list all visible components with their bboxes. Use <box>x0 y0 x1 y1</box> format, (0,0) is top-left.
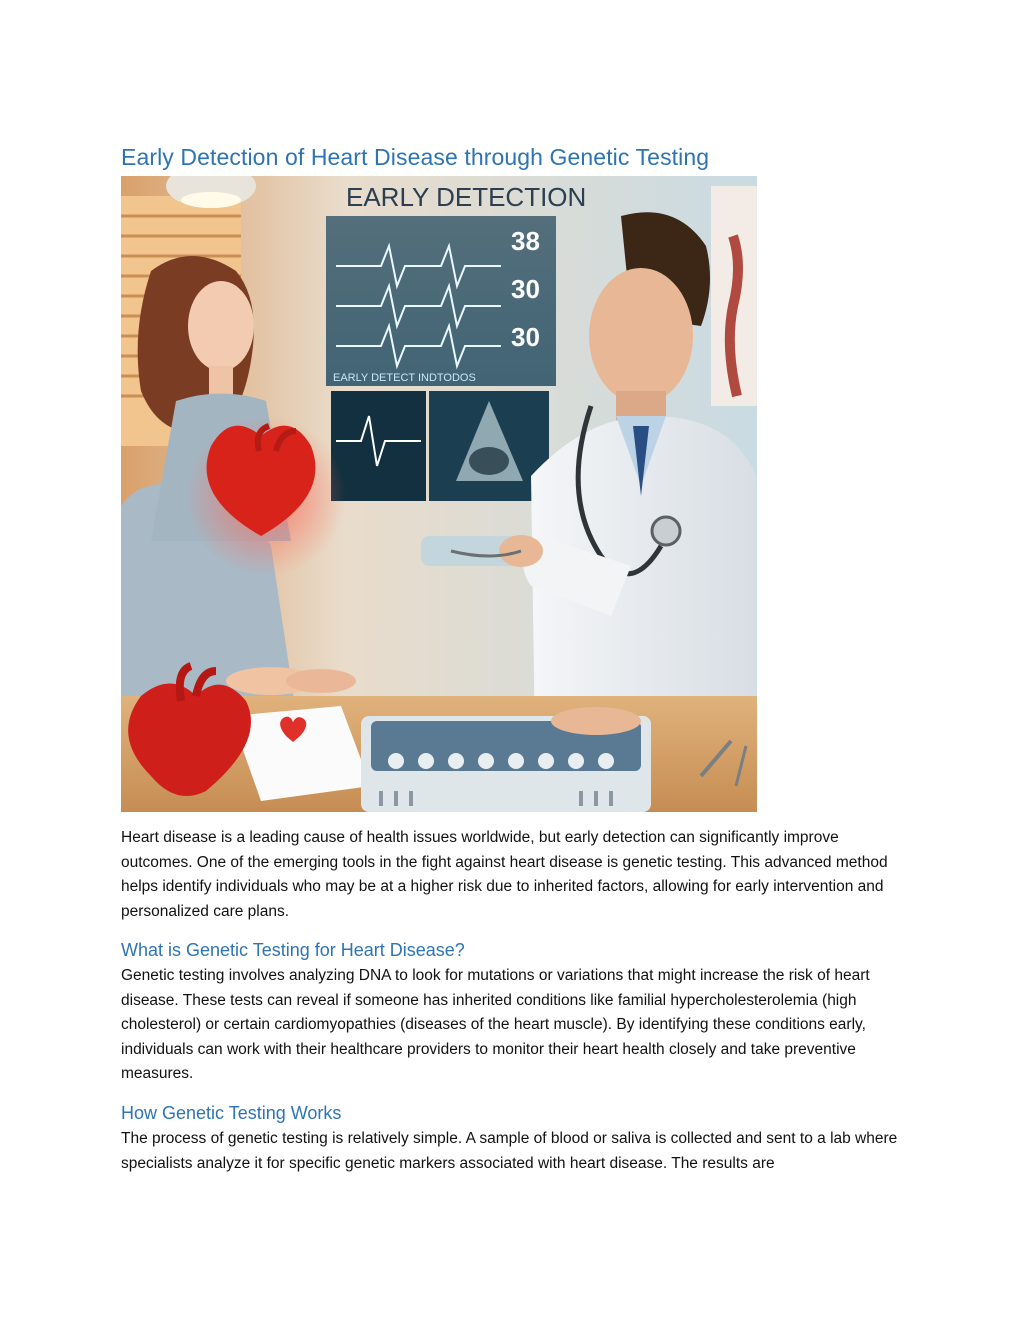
section-body-what-is: Genetic testing involves analyzing DNA to look for mutations or variations that might increase the risk of heart disease. These tests can reveal if someone has inherited conditions like familial hypercholesterolemia (high cholesterol) or certain cardiomyopathies (diseases of the heart muscle). By identifying these conditions early, individuals can work with their healthcare providers to monitor their heart health closely and take preventive measures. <box>121 967 870 1083</box>
hero-illustration <box>121 176 757 812</box>
section-body-how-it-works: The process of genetic testing is relatively simple. A sample of blood or saliva is collected and sent to a lab where specialists analyze it for specific genetic markers associated with heart disease. The results are <box>121 1130 898 1172</box>
intro-paragraph: Heart disease is a leading cause of health issues worldwide, but early detection can significantly improve outcomes. One of the emerging tools in the fight against heart disease is genetic testing. This advanced method helps identify individuals who may be at a higher risk due to inherited factors, allowing for early intervention and personalized care plans. <box>121 829 888 920</box>
screen-heading: EARLY DETECTION <box>346 182 587 212</box>
screen-subtext: EARLY DETECT INDTODOS <box>333 372 476 384</box>
screen-value-3: 30 <box>511 322 540 352</box>
document-title: Early Detection of Heart Disease through Genetic Testing <box>121 144 710 170</box>
section-heading-what-is: What is Genetic Testing for Heart Disease? <box>121 940 465 960</box>
section-heading-how-it-works: How Genetic Testing Works <box>121 1103 342 1123</box>
screen-value-2: 30 <box>511 274 540 304</box>
screen-value-1: 38 <box>511 226 540 256</box>
